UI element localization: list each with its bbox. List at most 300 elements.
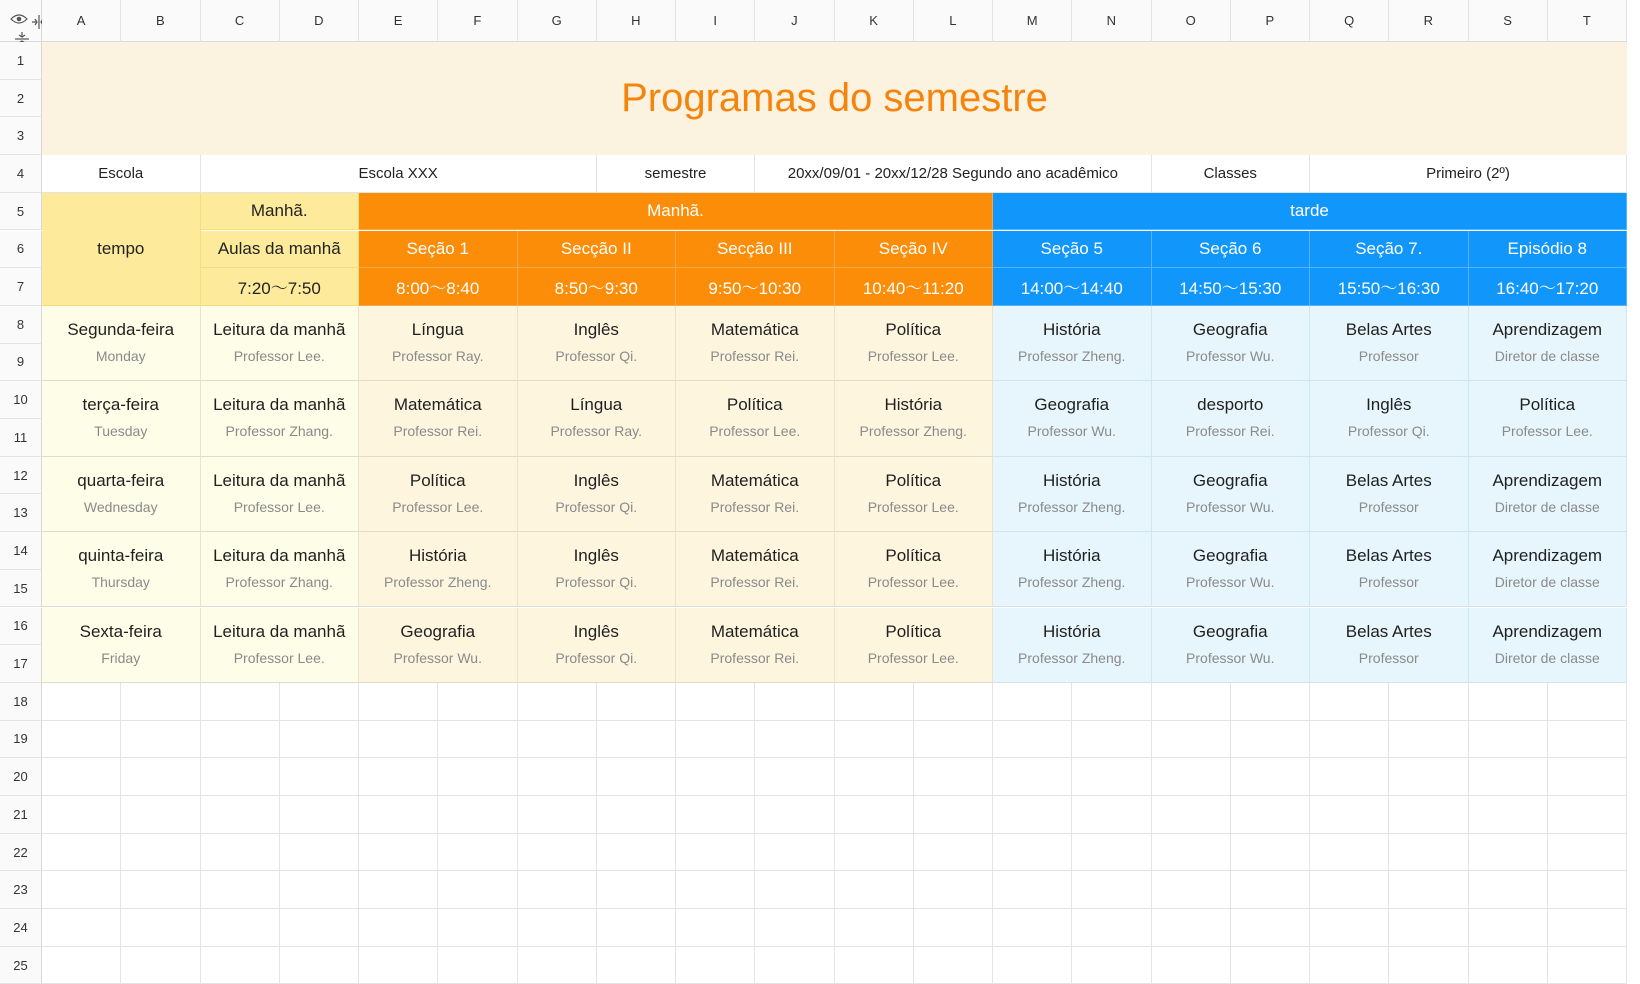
cell-c20[interactable] [201,758,280,796]
row-header-24[interactable]: 24 [0,909,42,947]
cell-d18[interactable] [280,683,359,721]
section-7-header-cell[interactable] [1310,231,1469,269]
row-header-17[interactable]: 17 [0,645,42,683]
cell-n25[interactable] [1072,947,1151,984]
cell-p19[interactable] [1231,721,1310,759]
cell-f23[interactable] [438,871,517,909]
cell-f21[interactable] [438,796,517,834]
column-header-b[interactable]: B [121,0,200,42]
class-teacher: Professor Qi. [555,574,638,591]
class-cell-0-1[interactable] [359,306,518,381]
cell-c19[interactable] [201,721,280,759]
cell-i24[interactable] [676,909,755,947]
column-header-p[interactable]: P [1231,0,1310,42]
class-cell-3-4[interactable] [835,532,994,607]
reading-teacher: Professor Lee. [233,649,325,666]
class-cell-0-3[interactable] [676,306,835,381]
cell-p20[interactable] [1231,758,1310,796]
section-8-header-cell[interactable] [1469,231,1628,269]
class-cell-1-3[interactable] [676,381,835,456]
cell-r23[interactable] [1389,871,1468,909]
cell-j24[interactable] [755,909,834,947]
cell-o22[interactable] [1152,834,1231,872]
cell-k25[interactable] [835,947,914,984]
cell-e20[interactable] [359,758,438,796]
afternoon-header-cell[interactable] [993,193,1627,231]
cell-q18[interactable] [1310,683,1389,721]
section-1-header-cell[interactable] [359,231,518,269]
cell-l19[interactable] [914,721,993,759]
cell-d19[interactable] [280,721,359,759]
cell-q25[interactable] [1310,947,1389,984]
row-header-19[interactable]: 19 [0,721,42,759]
column-header-a[interactable]: A [42,0,121,42]
day-name: Sexta-feira [79,621,162,641]
cell-f22[interactable] [438,834,517,872]
row-header-23[interactable]: 23 [0,871,42,909]
cell-f25[interactable] [438,947,517,984]
cell-m19[interactable] [993,721,1072,759]
class-cell-0-7[interactable] [1310,306,1469,381]
cell-b25[interactable] [121,947,200,984]
cell-a24[interactable] [42,909,121,947]
cell-q23[interactable] [1310,871,1389,909]
day-cell-4[interactable] [42,608,201,683]
select-all-corner[interactable] [0,0,42,42]
cell-j23[interactable] [755,871,834,909]
school-value: Escola XXX [358,164,438,182]
row-header-16[interactable]: 16 [0,608,42,646]
cell-l25[interactable] [914,947,993,984]
cell-r21[interactable] [1389,796,1468,834]
section-5-header-cell[interactable] [993,231,1152,269]
column-header-f[interactable]: F [438,0,517,42]
cell-t18[interactable] [1548,683,1627,721]
class-cell-3-6[interactable] [1152,532,1311,607]
cell-e24[interactable] [359,909,438,947]
class-subject: Belas Artes [1345,546,1432,566]
cell-r24[interactable] [1389,909,1468,947]
cell-q24[interactable] [1310,909,1389,947]
section-5-time-cell[interactable] [993,268,1152,306]
cell-s23[interactable] [1469,871,1548,909]
cell-n18[interactable] [1072,683,1151,721]
cell-f18[interactable] [438,683,517,721]
cell-e18[interactable] [359,683,438,721]
cell-q22[interactable] [1310,834,1389,872]
cell-p18[interactable] [1231,683,1310,721]
class-cell-4-3[interactable] [676,608,835,683]
row-header-22[interactable]: 22 [0,834,42,872]
cell-s19[interactable] [1469,721,1548,759]
cell-p24[interactable] [1231,909,1310,947]
cell-n23[interactable] [1072,871,1151,909]
cell-a25[interactable] [42,947,121,984]
class-cell-4-7[interactable] [1310,608,1469,683]
cell-l20[interactable] [914,758,993,796]
cell-c18[interactable] [201,683,280,721]
cell-j18[interactable] [755,683,834,721]
cell-g22[interactable] [518,834,597,872]
cell-r19[interactable] [1389,721,1468,759]
class-teacher: Professor Zheng. [859,423,967,440]
cell-d23[interactable] [280,871,359,909]
cell-q19[interactable] [1310,721,1389,759]
column-header-e[interactable]: E [359,0,438,42]
section-6-time-cell[interactable] [1152,268,1311,306]
cell-m20[interactable] [993,758,1072,796]
cell-m22[interactable] [993,834,1072,872]
reading-cell-3[interactable] [201,532,360,607]
section-2-time-cell[interactable] [518,268,677,306]
cell-e22[interactable] [359,834,438,872]
class-cell-0-6[interactable] [1152,306,1311,381]
cell-o25[interactable] [1152,947,1231,984]
cell-m24[interactable] [993,909,1072,947]
cell-i18[interactable] [676,683,755,721]
cell-o21[interactable] [1152,796,1231,834]
cell-l21[interactable] [914,796,993,834]
column-header-i[interactable]: I [676,0,755,42]
cell-t20[interactable] [1548,758,1627,796]
school-value-cell[interactable] [201,155,597,193]
cell-g21[interactable] [518,796,597,834]
cell-k24[interactable] [835,909,914,947]
class-subject: História [408,546,467,566]
morning-header-cell[interactable] [359,193,993,231]
column-header-m[interactable]: M [993,0,1072,42]
section-2-header-cell[interactable] [518,231,677,269]
class-cell-1-2[interactable] [518,381,677,456]
section-4-header-cell[interactable] [835,231,994,269]
cell-h21[interactable] [597,796,676,834]
cell-k19[interactable] [835,721,914,759]
section-7-time-cell[interactable] [1310,268,1469,306]
cell-g18[interactable] [518,683,597,721]
cell-o24[interactable] [1152,909,1231,947]
cell-n19[interactable] [1072,721,1151,759]
cell-h19[interactable] [597,721,676,759]
aulas-manha-header-cell[interactable] [201,231,360,269]
cell-i20[interactable] [676,758,755,796]
cell-c21[interactable] [201,796,280,834]
cell-q21[interactable] [1310,796,1389,834]
cell-r22[interactable] [1389,834,1468,872]
cell-d22[interactable] [280,834,359,872]
class-cell-3-8[interactable] [1469,532,1628,607]
cell-s18[interactable] [1469,683,1548,721]
cell-t22[interactable] [1548,834,1627,872]
class-cell-0-5[interactable] [993,306,1152,381]
row-header-4[interactable]: 4 [0,155,42,193]
cell-e21[interactable] [359,796,438,834]
class-cell-4-6[interactable] [1152,608,1311,683]
cell-n24[interactable] [1072,909,1151,947]
reading-cell-1[interactable] [201,381,360,456]
column-header-k[interactable]: K [835,0,914,42]
column-header-r[interactable]: R [1389,0,1468,42]
cell-r18[interactable] [1389,683,1468,721]
class-cell-2-7[interactable] [1310,457,1469,532]
class-teacher: Professor Lee. [867,574,959,591]
cell-i25[interactable] [676,947,755,984]
class-cell-4-1[interactable] [359,608,518,683]
class-cell-4-4[interactable] [835,608,994,683]
class-cell-1-8[interactable] [1469,381,1628,456]
day-cell-0[interactable] [42,306,201,381]
class-subject: História [1042,621,1101,641]
section-3-header-cell[interactable] [676,231,835,269]
row-header-21[interactable]: 21 [0,796,42,834]
column-header-l[interactable]: L [914,0,993,42]
class-cell-2-3[interactable] [676,457,835,532]
row-header-1[interactable]: 1 [0,42,42,80]
column-header-o[interactable]: O [1152,0,1231,42]
cell-j19[interactable] [755,721,834,759]
cell-a22[interactable] [42,834,121,872]
cell-a18[interactable] [42,683,121,721]
class-cell-3-5[interactable] [993,532,1152,607]
class-cell-3-7[interactable] [1310,532,1469,607]
section-8-time-cell[interactable] [1469,268,1628,306]
section-1-time-cell[interactable] [359,268,518,306]
row-header-8[interactable]: 8 [0,306,42,344]
class-cell-1-1[interactable] [359,381,518,456]
class-teacher: Professor Lee. [709,423,801,440]
cell-t23[interactable] [1548,871,1627,909]
cell-n20[interactable] [1072,758,1151,796]
cell-h20[interactable] [597,758,676,796]
cell-i23[interactable] [676,871,755,909]
cell-a20[interactable] [42,758,121,796]
section-6-header-cell[interactable] [1152,231,1311,269]
cell-l18[interactable] [914,683,993,721]
column-header-j[interactable]: J [755,0,834,42]
class-subject: Aprendizagem [1492,470,1603,490]
cell-n21[interactable] [1072,796,1151,834]
class-cell-2-1[interactable] [359,457,518,532]
cell-e19[interactable] [359,721,438,759]
cell-s21[interactable] [1469,796,1548,834]
cell-c23[interactable] [201,871,280,909]
class-cell-2-2[interactable] [518,457,677,532]
cell-s22[interactable] [1469,834,1548,872]
cell-e25[interactable] [359,947,438,984]
section-3-time-cell[interactable] [676,268,835,306]
cell-i22[interactable] [676,834,755,872]
cell-q20[interactable] [1310,758,1389,796]
column-header-d[interactable]: D [280,0,359,42]
cell-a23[interactable] [42,871,121,909]
column-header-n[interactable]: N [1072,0,1151,42]
cell-o23[interactable] [1152,871,1231,909]
cell-f24[interactable] [438,909,517,947]
cell-m23[interactable] [993,871,1072,909]
manha-small-header-cell[interactable] [201,193,360,231]
cell-a21[interactable] [42,796,121,834]
cell-d24[interactable] [280,909,359,947]
cell-b20[interactable] [121,758,200,796]
cell-h25[interactable] [597,947,676,984]
cell-h24[interactable] [597,909,676,947]
cell-a19[interactable] [42,721,121,759]
cell-f19[interactable] [438,721,517,759]
cell-g25[interactable] [518,947,597,984]
cell-m25[interactable] [993,947,1072,984]
cell-t24[interactable] [1548,909,1627,947]
row-header-13[interactable]: 13 [0,494,42,532]
class-cell-0-4[interactable] [835,306,994,381]
row-header-6[interactable]: 6 [0,231,42,269]
cell-f20[interactable] [438,758,517,796]
cell-h23[interactable] [597,871,676,909]
column-header-g[interactable]: G [518,0,597,42]
cell-d25[interactable] [280,947,359,984]
cell-i21[interactable] [676,796,755,834]
row-header-5[interactable]: 5 [0,193,42,231]
class-cell-0-2[interactable] [518,306,677,381]
cell-k23[interactable] [835,871,914,909]
class-cell-1-7[interactable] [1310,381,1469,456]
cell-o19[interactable] [1152,721,1231,759]
cell-c24[interactable] [201,909,280,947]
cell-l22[interactable] [914,834,993,872]
cell-g19[interactable] [518,721,597,759]
cell-e23[interactable] [359,871,438,909]
row-header-2[interactable]: 2 [0,80,42,118]
row-header-14[interactable]: 14 [0,532,42,570]
row-header-9[interactable]: 9 [0,344,42,382]
cell-g20[interactable] [518,758,597,796]
cell-p23[interactable] [1231,871,1310,909]
cell-t25[interactable] [1548,947,1627,984]
class-cell-4-5[interactable] [993,608,1152,683]
cell-b24[interactable] [121,909,200,947]
class-cell-2-8[interactable] [1469,457,1628,532]
column-header-s[interactable]: S [1469,0,1548,42]
column-header-h[interactable]: H [597,0,676,42]
cell-p21[interactable] [1231,796,1310,834]
cell-j21[interactable] [755,796,834,834]
class-cell-1-6[interactable] [1152,381,1311,456]
cell-g24[interactable] [518,909,597,947]
eye-icon[interactable] [10,13,28,25]
cell-t19[interactable] [1548,721,1627,759]
cell-o20[interactable] [1152,758,1231,796]
cell-o18[interactable] [1152,683,1231,721]
cell-n22[interactable] [1072,834,1151,872]
row-header-20[interactable]: 20 [0,758,42,796]
cell-k22[interactable] [835,834,914,872]
classes-label-cell[interactable] [1152,155,1311,193]
column-header-c[interactable]: C [201,0,280,42]
sheet-title[interactable] [42,42,1627,155]
class-subject: Geografia [1034,395,1110,415]
day-cell-2[interactable] [42,457,201,532]
class-cell-4-2[interactable] [518,608,677,683]
cell-l23[interactable] [914,871,993,909]
class-cell-2-6[interactable] [1152,457,1311,532]
day-cell-1[interactable] [42,381,201,456]
column-header-q[interactable]: Q [1310,0,1389,42]
row-header-10[interactable]: 10 [0,381,42,419]
cell-p25[interactable] [1231,947,1310,984]
class-subject: Política [885,621,942,641]
cell-d21[interactable] [280,796,359,834]
reading-cell-2[interactable] [201,457,360,532]
row-header-18[interactable]: 18 [0,683,42,721]
cell-c22[interactable] [201,834,280,872]
cell-s20[interactable] [1469,758,1548,796]
cell-h18[interactable] [597,683,676,721]
row-header-12[interactable]: 12 [0,457,42,495]
classes-value-cell[interactable] [1310,155,1627,193]
class-cell-0-8[interactable] [1469,306,1628,381]
row-header-7[interactable]: 7 [0,268,42,306]
cell-j20[interactable] [755,758,834,796]
section-4-time-cell[interactable] [835,268,994,306]
cell-b22[interactable] [121,834,200,872]
cell-d20[interactable] [280,758,359,796]
row-header-3[interactable]: 3 [0,117,42,155]
cell-r25[interactable] [1389,947,1468,984]
semester-label-cell[interactable] [597,155,756,193]
cell-g23[interactable] [518,871,597,909]
class-cell-1-4[interactable] [835,381,994,456]
cell-k21[interactable] [835,796,914,834]
cell-k18[interactable] [835,683,914,721]
cell-i19[interactable] [676,721,755,759]
section-2-label: Secção II [560,238,632,258]
tempo-header-cell[interactable] [42,193,201,306]
cell-m21[interactable] [993,796,1072,834]
class-cell-3-1[interactable] [359,532,518,607]
cell-b18[interactable] [121,683,200,721]
cell-h22[interactable] [597,834,676,872]
aulas-manha-time-cell[interactable] [201,268,360,306]
cell-b19[interactable] [121,721,200,759]
class-cell-4-8[interactable] [1469,608,1628,683]
cell-p22[interactable] [1231,834,1310,872]
class-cell-1-5[interactable] [993,381,1152,456]
reading-cell-0[interactable] [201,306,360,381]
semester-value-cell[interactable] [755,155,1151,193]
class-cell-2-5[interactable] [993,457,1152,532]
row-header-25[interactable]: 25 [0,947,42,984]
cell-j22[interactable] [755,834,834,872]
cell-s24[interactable] [1469,909,1548,947]
class-cell-3-2[interactable] [518,532,677,607]
row-header-11[interactable]: 11 [0,419,42,457]
cell-j25[interactable] [755,947,834,984]
cell-b21[interactable] [121,796,200,834]
cell-b23[interactable] [121,871,200,909]
column-header-t[interactable]: T [1548,0,1627,42]
class-cell-2-4[interactable] [835,457,994,532]
school-label-cell[interactable] [42,155,201,193]
cell-s25[interactable] [1469,947,1548,984]
class-cell-3-3[interactable] [676,532,835,607]
cell-l24[interactable] [914,909,993,947]
reading-cell-4[interactable] [201,608,360,683]
cell-c25[interactable] [201,947,280,984]
cell-r20[interactable] [1389,758,1468,796]
row-header-15[interactable]: 15 [0,570,42,608]
cell-m18[interactable] [993,683,1072,721]
cell-t21[interactable] [1548,796,1627,834]
cell-k20[interactable] [835,758,914,796]
day-cell-3[interactable] [42,532,201,607]
